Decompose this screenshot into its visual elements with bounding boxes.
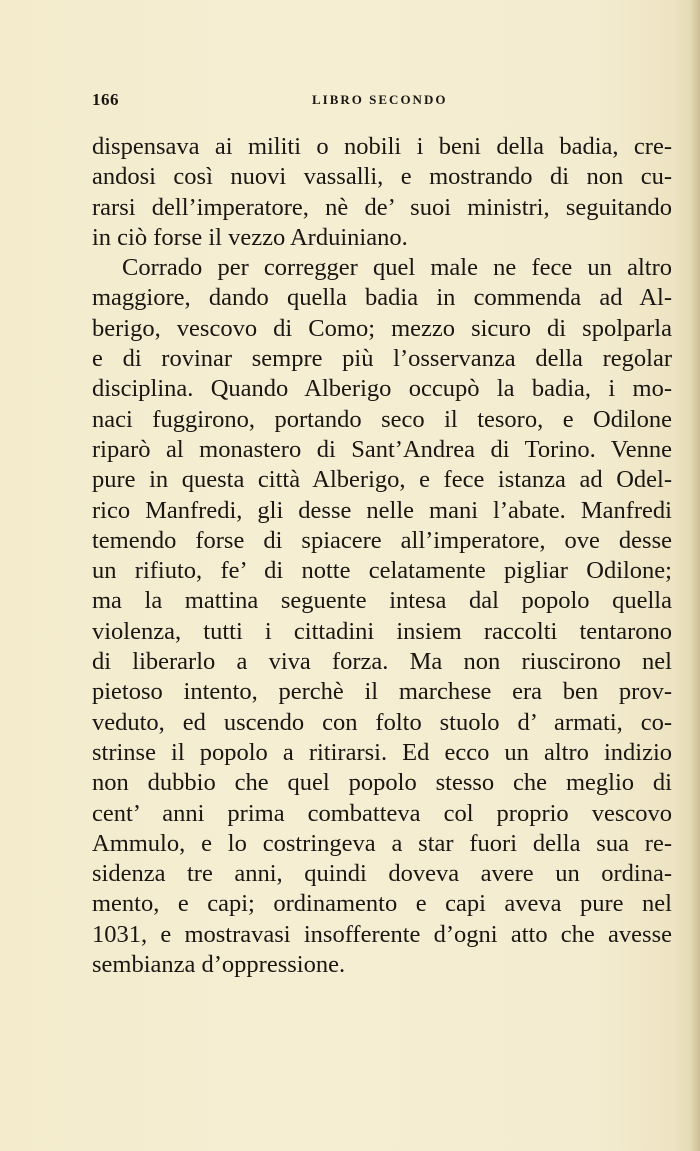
text-line: Ammulo, e lo costringeva a star fuori della sua re- (92, 829, 672, 857)
text-line: dispensava ai militi o nobili i beni della badia, cre- (92, 133, 672, 160)
text-line: ma la mattina seguente intesa dal popolo quella (92, 587, 672, 615)
text-line: sidenza tre anni, quindi doveva avere un ordina- (92, 860, 672, 888)
text-line: strinse il popolo a ritirarsi. Ed ecco un altro indizio (92, 738, 672, 766)
text-line: cent’ anni prima combatteva col proprio vescovo (92, 799, 672, 827)
text-line: naci fuggirono, portando seco il tesoro, e Odilone (92, 405, 672, 433)
body-text (92, 132, 672, 980)
text-line: 1031, e mostravasi insofferente d’ogni atto che avesse (92, 920, 672, 948)
text-line: rarsi dell’imperatore, nè de’ suoi ministri, seguitando (92, 193, 672, 221)
text-line: disciplina. Quando Alberigo occupò la badia, i mo- (92, 375, 672, 403)
text-line: pietoso intento, perchè il marchese era ben prov- (92, 678, 672, 706)
text-line: riparò al monastero di Sant’Andrea di Torino. Venne (92, 435, 672, 463)
text-line: temendo forse di spiacere all’imperatore, ove desse (92, 526, 672, 554)
text-line: andosi così nuovi vassalli, e mostrando di non cu- (92, 163, 672, 191)
text-line: e di rovinar sempre più l’osservanza della regolar (92, 345, 672, 373)
text-line: violenza, tutti i cittadini insiem raccolti tentarono (92, 617, 672, 645)
page-number: 166 (92, 90, 119, 109)
text-line: un rifiuto, fe’ di notte celatamente pigliar Odilone; (92, 557, 672, 585)
text-line: pure in questa città Alberigo, e fece istanza ad Odel- (92, 466, 672, 494)
text-line: rico Manfredi, gli desse nelle mani l’abate. Manfredi (92, 496, 672, 524)
text-line: in ciò forse il vezzo Arduiniano. (92, 223, 408, 251)
text-line: Corrado per corregger quel male ne fece un altro (122, 254, 672, 282)
text-line: di liberarlo a viva forza. Ma non riuscirono nel (92, 648, 672, 676)
text-line: mento, e capi; ordinamento e capi aveva pure nel (92, 890, 672, 918)
running-title: LIBRO SECONDO (312, 92, 448, 107)
text-line: berigo, vescovo di Como; mezzo sicuro di spolparla (92, 314, 672, 342)
page-edge-shadow (690, 0, 700, 1151)
text-line: maggiore, dando quella badia in commenda ad Al- (92, 284, 672, 312)
text-line: non dubbio che quel popolo stesso che meglio di (92, 769, 672, 797)
running-head (92, 90, 672, 114)
text-line: sembianza d’oppressione. (92, 951, 346, 979)
text-line: veduto, ed uscendo con folto stuolo d’ armati, co- (92, 708, 672, 736)
